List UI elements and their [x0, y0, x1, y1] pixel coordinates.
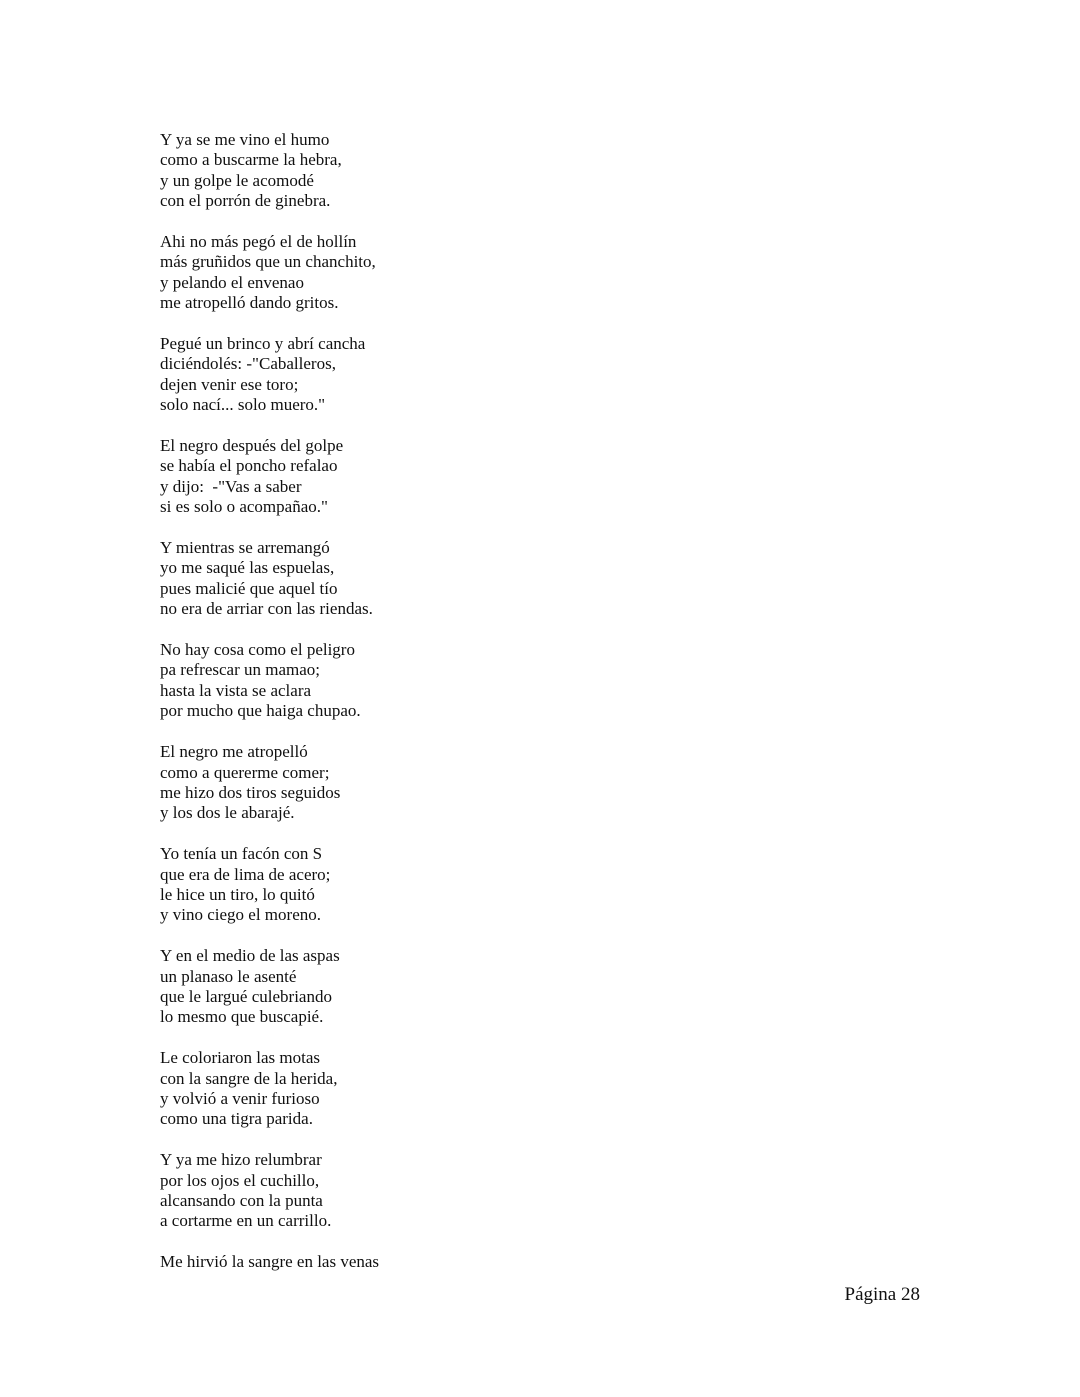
stanza — [160, 640, 720, 722]
poem-line: me atropelló dando gritos. — [160, 293, 339, 313]
poem-line: Yo tenía un facón con S — [160, 844, 323, 864]
poem-line: más gruñidos que un chanchito, — [160, 252, 376, 272]
page-number: Página 28 — [844, 1284, 920, 1305]
poem-line: y un golpe le acomodé — [160, 170, 314, 190]
poem-line: Pegué un brinco y abrí cancha — [160, 334, 366, 354]
poem-line: como a buscarme la hebra, — [160, 150, 342, 170]
poem-line: no era de arriar con las riendas. — [160, 599, 373, 619]
stanza — [160, 844, 720, 926]
poem-line: diciéndolés: -"Caballeros, — [160, 354, 336, 374]
poem-line: y dijo: -"Vas a saber — [160, 476, 302, 496]
stanza — [160, 232, 720, 314]
poem-line: que le largué culebriando — [160, 986, 332, 1006]
poem-line: Me hirvió la sangre en las venas — [160, 1252, 380, 1272]
stanza — [160, 436, 720, 518]
stanza — [160, 1252, 720, 1272]
stanza — [160, 334, 720, 416]
poem-line: solo nací... solo muero." — [160, 395, 326, 415]
poem-line: y pelando el envenao — [160, 272, 304, 292]
poem-line: por mucho que haiga chupao. — [160, 701, 361, 721]
poem-line: me hizo dos tiros seguidos — [160, 782, 341, 802]
poem-line: con la sangre de la herida, — [160, 1068, 338, 1088]
poem-line: si es solo o acompañao." — [160, 497, 328, 517]
stanza — [160, 538, 720, 620]
stanza — [160, 742, 720, 824]
poem-line: como una tigra parida. — [160, 1109, 313, 1129]
poem-line: pa refrescar un mamao; — [160, 660, 320, 680]
poem-line: y volvió a venir furioso — [160, 1088, 320, 1108]
poem-line: Y ya se me vino el humo — [160, 130, 330, 149]
poem-line: alcansando con la punta — [160, 1190, 323, 1210]
poem-line: pues malicié que aquel tío — [160, 578, 338, 598]
poem-text — [160, 130, 720, 1293]
poem-line: por los ojos el cuchillo, — [160, 1170, 320, 1190]
stanza — [160, 1048, 720, 1130]
poem-line: un planaso le asenté — [160, 966, 297, 986]
poem-line: que era de lima de acero; — [160, 864, 331, 884]
poem-line: yo me saqué las espuelas, — [160, 558, 335, 578]
poem-line: lo mesmo que buscapié. — [160, 1007, 324, 1027]
poem-line: con el porrón de ginebra. — [160, 191, 331, 211]
poem-line: a cortarme en un carrillo. — [160, 1211, 332, 1231]
stanza — [160, 1150, 720, 1232]
poem-line: El negro después del golpe — [160, 436, 344, 456]
poem-line: Y en el medio de las aspas — [160, 946, 340, 966]
poem-line: Ahi no más pegó el de hollín — [160, 232, 357, 252]
poem-line: hasta la vista se aclara — [160, 680, 312, 700]
poem-line: No hay cosa como el peligro — [160, 640, 355, 660]
stanza — [160, 130, 720, 212]
poem-line: le hice un tiro, lo quitó — [160, 884, 315, 904]
poem-line: se había el poncho refalao — [160, 456, 338, 476]
stanza — [160, 946, 720, 1028]
poem-line: Le coloriaron las motas — [160, 1048, 321, 1068]
poem-line: El negro me atropelló — [160, 742, 308, 762]
poem-line: y los dos le abarajé. — [160, 803, 295, 823]
poem-line: y vino ciego el moreno. — [160, 905, 321, 925]
poem-line: como a quererme comer; — [160, 762, 330, 782]
poem-line: Y mientras se arremangó — [160, 538, 330, 558]
poem-line: Y ya me hizo relumbrar — [160, 1150, 322, 1170]
poem-line: dejen venir ese toro; — [160, 374, 299, 394]
